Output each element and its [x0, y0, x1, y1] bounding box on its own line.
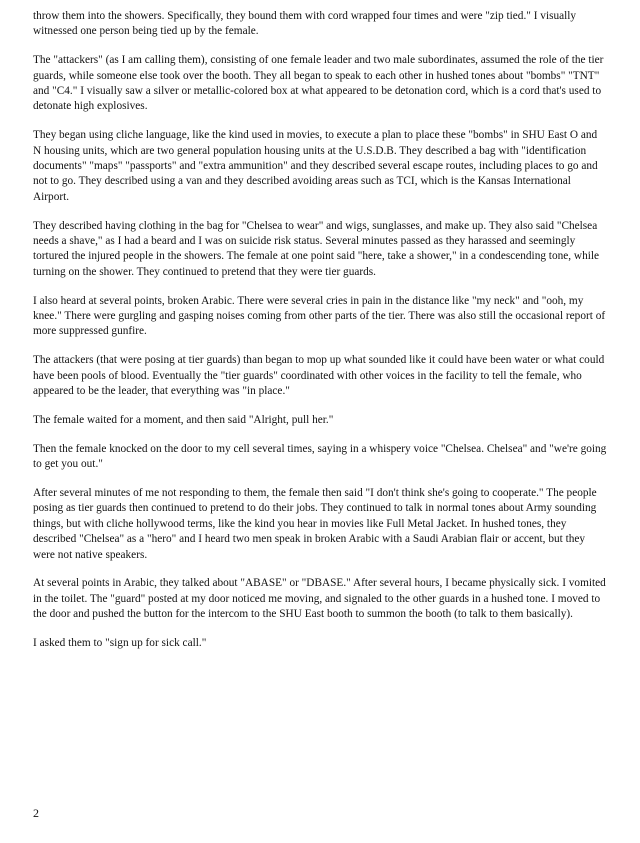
paragraph-7: The female waited for a moment, and then said "Alright, pull her."	[33, 413, 334, 426]
document-body	[33, 9, 608, 651]
paragraph-5: I also heard at several points, broken Arabic. There were several cries in pain in the distance like "my neck" and "ooh, my knee." There were gurgling and gasping noises coming from other parts of the tier. There was also still the occasional report of more suppressed gunfire.	[33, 294, 606, 338]
paragraph-8: Then the female knocked on the door to my cell several times, saying in a whispery voice "Chelsea. Chelsea" and "we're going to get you out."	[33, 442, 607, 471]
paragraph-9: After several minutes of me not responding to them, the female then said "I don't think she's going to cooperate." The people posing as tier guards then continued to pretend to do their jobs. They continued to talk in normal tones about Army sounding things, but with cliche hollywood terms, like the kind you hear in movies like Full Metal Jacket. In hushed tones, they described "Chelsea" as a "hero" and I heard two men speak in broken Arabic with a Saudi Arabian flair or accent, but they were not native speakers.	[33, 486, 597, 561]
paragraph-3: They began using cliche language, like the kind used in movies, to execute a plan to place these "bombs" in SHU East O and N housing units, which are two general population housing units at the U.S.D.B. They described a bag with "identification documents" "maps" "passports" and "extra ammunition" and they described several escape routes, including places to go and not to go. They described using a van and they described avoiding areas such as TCI, which is the Kansas International Airport.	[33, 129, 598, 203]
paragraph-1: throw them into the showers. Specifically, they bound them with cord wrapped four times and were "zip tied." I visually witnessed one person being tied up by the female.	[33, 10, 577, 38]
page-number: 2	[33, 806, 39, 820]
paragraph-11: I asked them to "sign up for sick call."	[33, 636, 207, 649]
paragraph-6: The attackers (that were posing at tier guards) than began to mop up what sounded like it could have been water or what could have been pools of blood. Eventually the "tier guards" coordinated with other voices in the facility to tell the female, who appeared to be the leader, that everything was "in place."	[33, 354, 605, 398]
paragraph-4: They described having clothing in the bag for "Chelsea to wear" and wigs, sunglasses, and make up. They also said "Chelsea needs a shave," as I had a beard and I was on suicide risk status. Several minutes passed as they harassed and seemingly tortured the injured people in the showers. The female at one point said "here, take a shower," in a condescending tone, while turning on the shower. They continued to pretend that they were tier guards.	[33, 219, 600, 278]
paragraph-2: The "attackers" (as I am calling them), consisting of one female leader and two male subordinates, assumed the role of the tier guards, while someone else took over the booth. They all began to speak to each other in hushed tones about "bombs" "TNT" and "C4." I visually saw a silver or metallic-colored box at what appeared to be detonation cord, which is a cord that's used to detonate high explosives.	[33, 54, 604, 113]
paragraph-10: At several points in Arabic, they talked about "ABASE" or "DBASE." After several hours, I became physically sick. I vomited in the toilet. The "guard" posted at my door noticed me moving, and signaled to the other guards in a hushed tone. I moved to the door and pushed the button for the intercom to the SHU East booth to summon the booth (to talk to them basically).	[33, 577, 606, 621]
